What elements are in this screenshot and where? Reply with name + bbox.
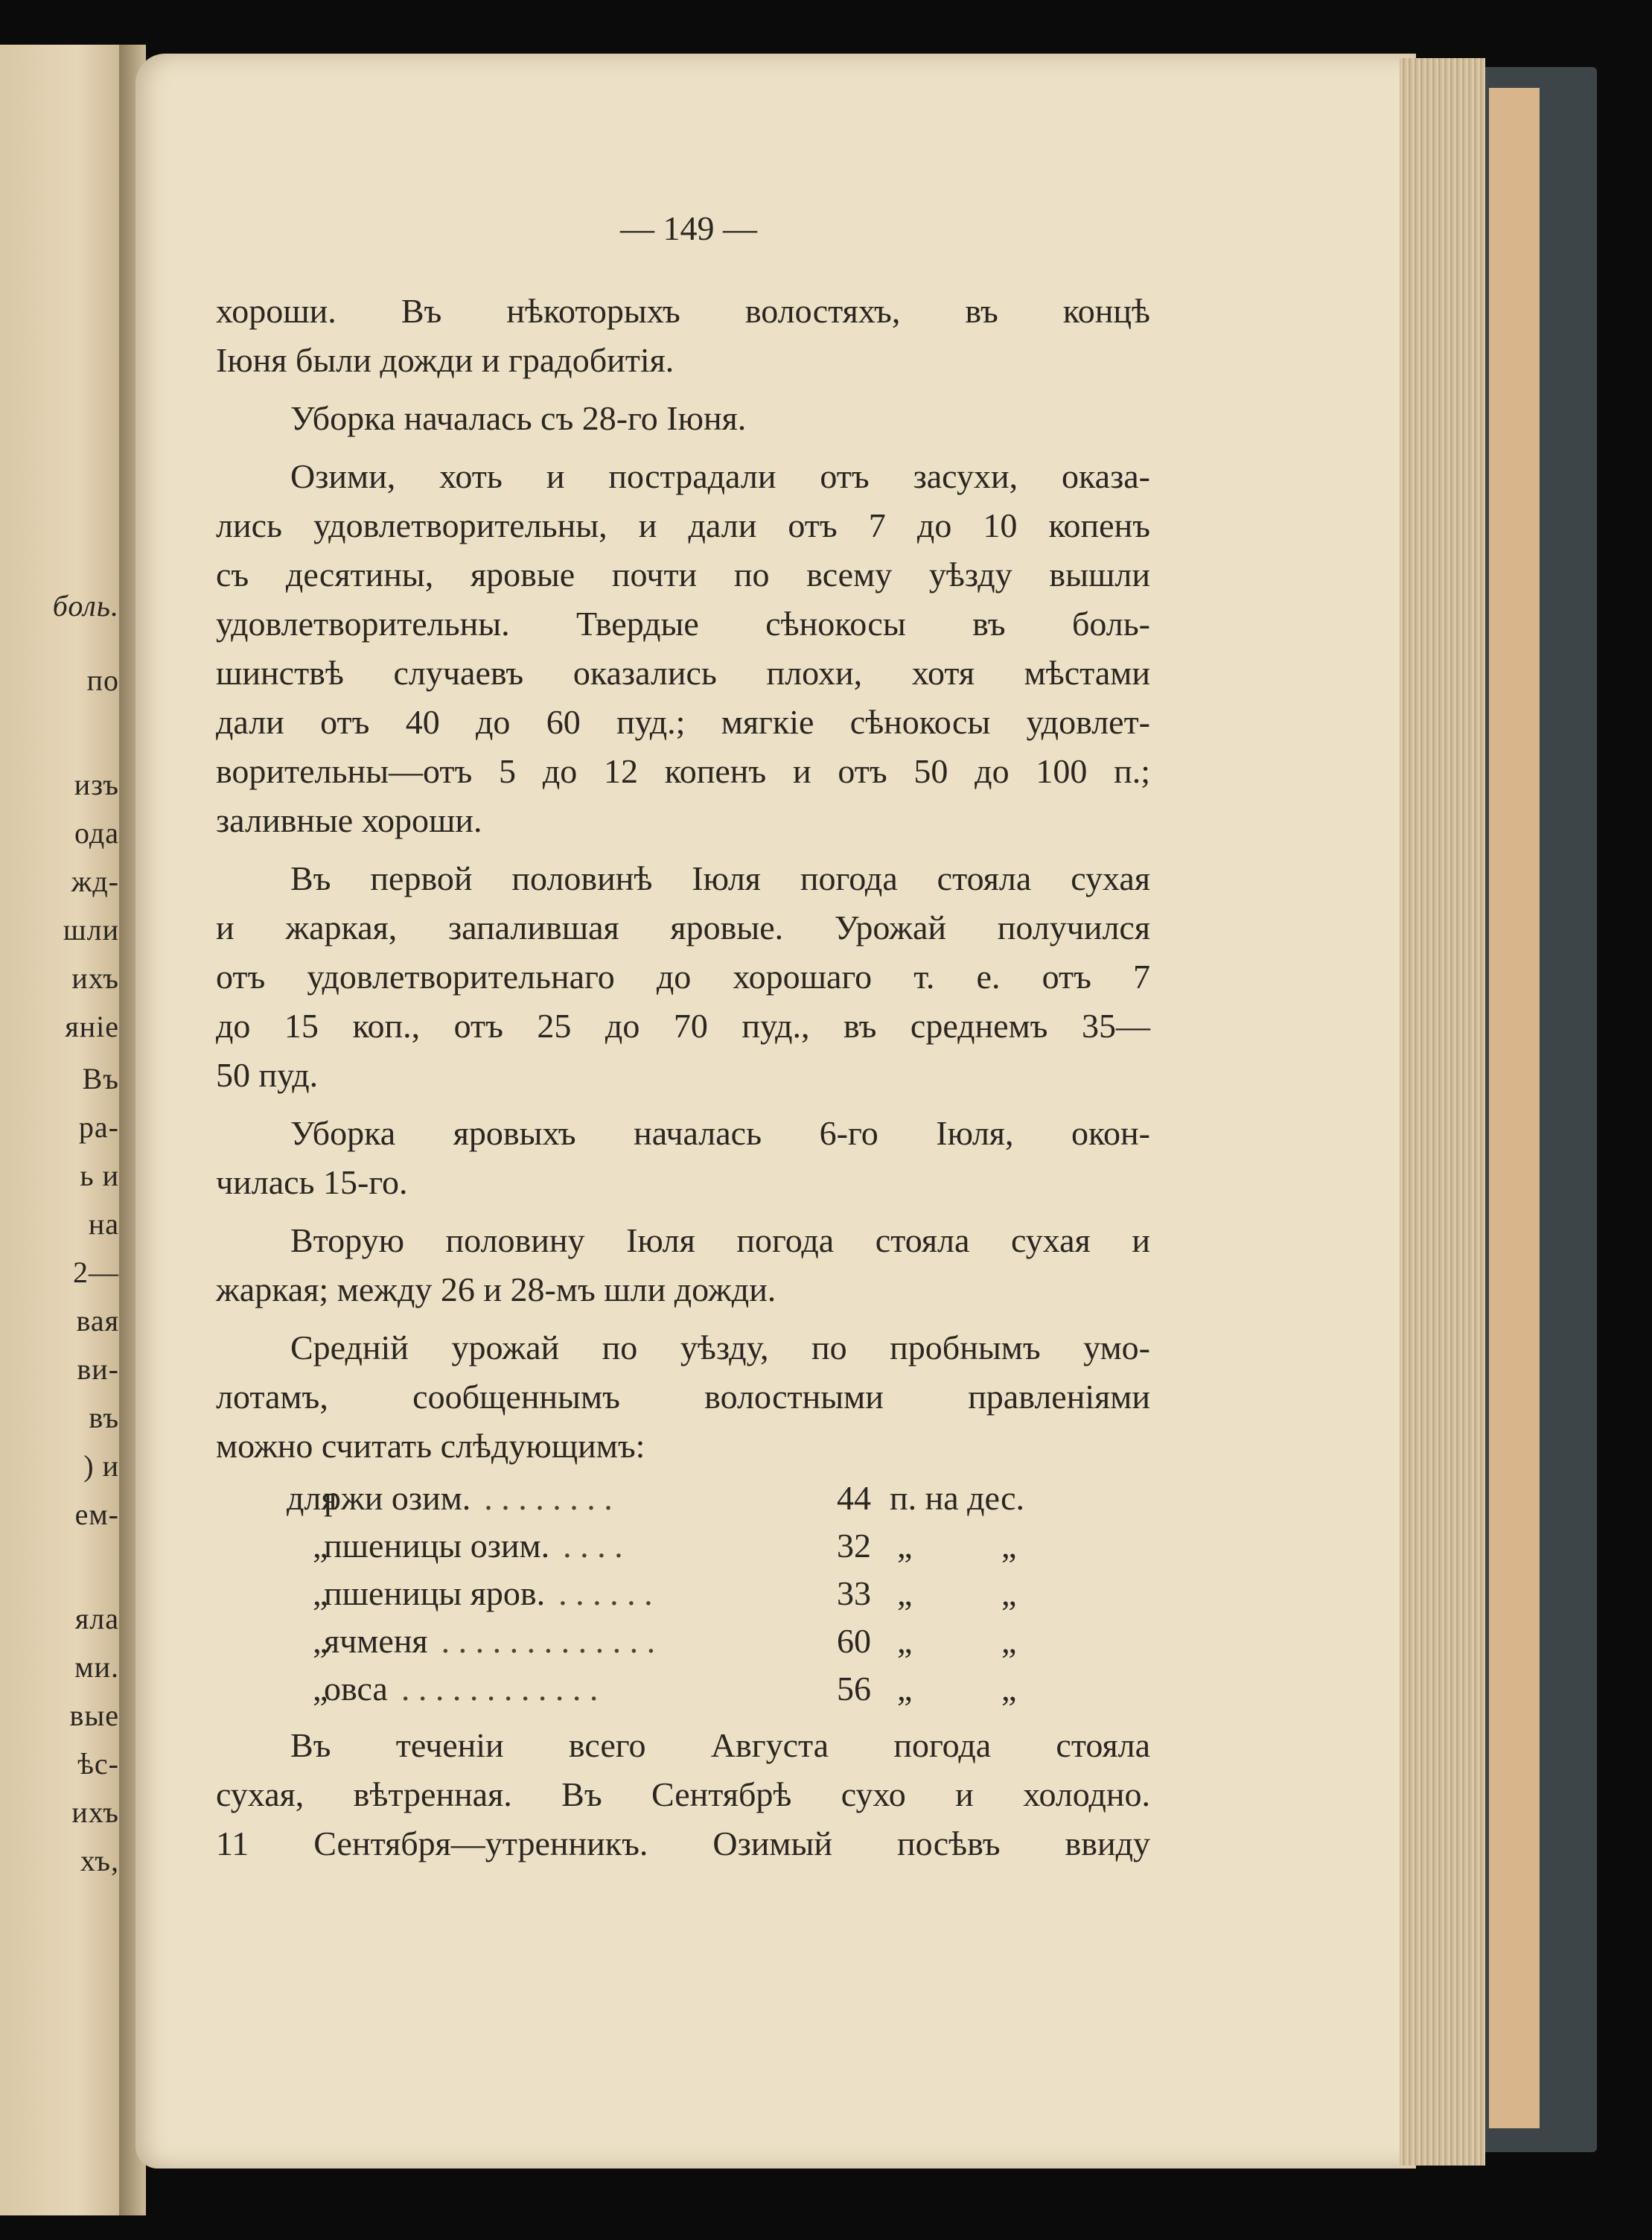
left-page-fragment: ми. (74, 1650, 119, 1684)
top-paragraphs (216, 287, 1150, 1471)
ditto-mark: „ (897, 1574, 913, 1612)
yield-row (216, 1617, 1150, 1664)
text-line: жаркая; между 26 и 28-мъ шли дожди. (216, 1270, 776, 1308)
page-number: — 149 — (620, 209, 757, 247)
left-page-fragment: шли (63, 913, 119, 946)
left-page-fragment: на (88, 1207, 119, 1241)
yield-row (216, 1664, 1150, 1712)
text-line: Озими, хоть и пострадали отъ засухи, оказа- (290, 457, 1150, 495)
left-page-fragment: ем- (74, 1498, 119, 1531)
left-page-fragment: боль. (52, 589, 119, 623)
text-line: лись удовлетворительны, и дали отъ 7 до 10 копенъ (216, 506, 1150, 544)
leader-dots: . . . . (563, 1527, 623, 1565)
left-page-fragment: яла (74, 1602, 119, 1635)
left-page-fragment: ода (74, 816, 119, 850)
text-line: Въ теченіи всего Августа погода стояла (290, 1726, 1150, 1764)
text-line: чилась 15-го. (216, 1163, 408, 1201)
text-line: съ десятины, яровые почти по всему уѣзду вышли (216, 556, 1150, 594)
crop-label: пшеницы озим. (324, 1527, 550, 1565)
yield-value: 44 (837, 1479, 871, 1517)
left-page-fragment: изъ (74, 768, 119, 801)
left-page-fragment: ихъ (71, 961, 119, 995)
text-line: Вторую половину Іюля погода стояла сухая и (290, 1221, 1150, 1259)
ditto-mark: „ (897, 1622, 913, 1660)
crop-label: овса (324, 1670, 388, 1708)
leader-dots: . . . . . . . . (484, 1479, 613, 1517)
yield-value: 32 (837, 1527, 871, 1565)
text-line: ворительны—отъ 5 до 12 копенъ и отъ 50 до 100 п.; (216, 752, 1150, 790)
text-line: Средній урожай по уѣзду, по пробнымъ умо- (290, 1329, 1150, 1366)
left-page-fragment: ь и (80, 1159, 119, 1192)
yield-unit: п. на дес. (890, 1479, 1025, 1517)
left-page-fragment: въ (89, 1401, 119, 1434)
text-line: шинствѣ случаевъ оказались плохи, хотя мѣстами (216, 654, 1150, 692)
yield-row (216, 1569, 1150, 1617)
left-page-fragment: ви- (77, 1352, 119, 1386)
left-page-fragment: по (86, 664, 119, 697)
yield-value: 33 (837, 1574, 871, 1612)
text-line: 11 Сентября—утренникъ. Озимый посѣвъ ввиду (216, 1824, 1150, 1862)
page-body (216, 287, 1150, 1868)
row-prefix: „ (313, 1574, 328, 1612)
row-prefix: „ (313, 1527, 328, 1565)
text-line: можно считать слѣдующимъ: (216, 1427, 645, 1465)
left-page-fragment: ихъ (71, 1795, 119, 1829)
left-page-fragment: хъ, (80, 1844, 119, 1877)
yield-table (216, 1474, 1150, 1712)
text-line: удовлетворительны. Твердые сѣнокосы въ боль- (216, 605, 1150, 643)
leader-dots: . . . . . . . . . . . . . (441, 1622, 656, 1660)
row-prefix: для (287, 1479, 337, 1517)
left-page-fragment: ѣс- (77, 1747, 119, 1781)
left-page-fragment: ) и (83, 1449, 119, 1483)
text-line: Уборка яровыхъ началась 6-го Іюля, окон- (290, 1114, 1150, 1152)
bottom-paragraphs (216, 1721, 1150, 1868)
crop-label: пшеницы яров. (324, 1574, 546, 1612)
ditto-mark: „ (897, 1527, 913, 1565)
text-line: Въ первой половинѣ Іюля погода стояла сухая (290, 859, 1150, 897)
row-prefix: „ (313, 1670, 328, 1708)
left-page (0, 45, 128, 2215)
left-page-fragment: жд- (71, 865, 119, 898)
ditto-mark: „ (897, 1670, 913, 1708)
text-line: дали отъ 40 до 60 пуд.; мягкіе сѣнокосы удовлет- (216, 703, 1150, 741)
text-line: Уборка началась съ 28-го Іюня. (290, 399, 747, 437)
ditto-mark: „ (1001, 1527, 1017, 1565)
left-page-fragment: 2— (73, 1256, 119, 1289)
text-line: хороши. Въ нѣкоторыхъ волостяхъ, въ концѣ (216, 292, 1150, 330)
crop-label: ржи озим. (324, 1479, 471, 1517)
left-page-fragment: ра- (78, 1110, 119, 1144)
text-line: сухая, вѣтренная. Въ Сентябрѣ сухо и холодно. (216, 1775, 1150, 1813)
left-page-fragment: Въ (82, 1062, 119, 1095)
left-page-fragment: яніе (65, 1010, 119, 1043)
yield-row (216, 1521, 1150, 1569)
ditto-mark: „ (1001, 1670, 1017, 1708)
cover-endpaper (1489, 88, 1540, 2128)
yield-row (216, 1474, 1150, 1521)
page-edges (1400, 58, 1485, 2166)
leader-dots: . . . . . . . . . . . . (401, 1670, 599, 1708)
text-line: Іюня были дожди и градобитія. (216, 341, 674, 379)
left-page-fragment: вая (76, 1304, 119, 1337)
ditto-mark: „ (1001, 1574, 1017, 1612)
text-line: 50 пуд. (216, 1056, 319, 1094)
text-line: до 15 коп., отъ 25 до 70 пуд., въ среднемъ 35— (216, 1007, 1150, 1045)
ditto-mark: „ (1001, 1622, 1017, 1660)
text-line: отъ удовлетворительнаго до хорошаго т. е. отъ 7 (216, 958, 1150, 996)
text-line: лотамъ, сообщеннымъ волостными правленіями (216, 1378, 1150, 1416)
leader-dots: . . . . . . (558, 1574, 653, 1612)
yield-value: 56 (837, 1670, 871, 1708)
yield-value: 60 (837, 1622, 871, 1660)
text-line: заливные хороши. (216, 801, 482, 839)
row-prefix: „ (313, 1622, 328, 1660)
left-page-fragment: вые (69, 1699, 119, 1732)
text-line: и жаркая, запалившая яровые. Урожай получился (216, 909, 1150, 946)
crop-label: ячменя (324, 1622, 428, 1660)
